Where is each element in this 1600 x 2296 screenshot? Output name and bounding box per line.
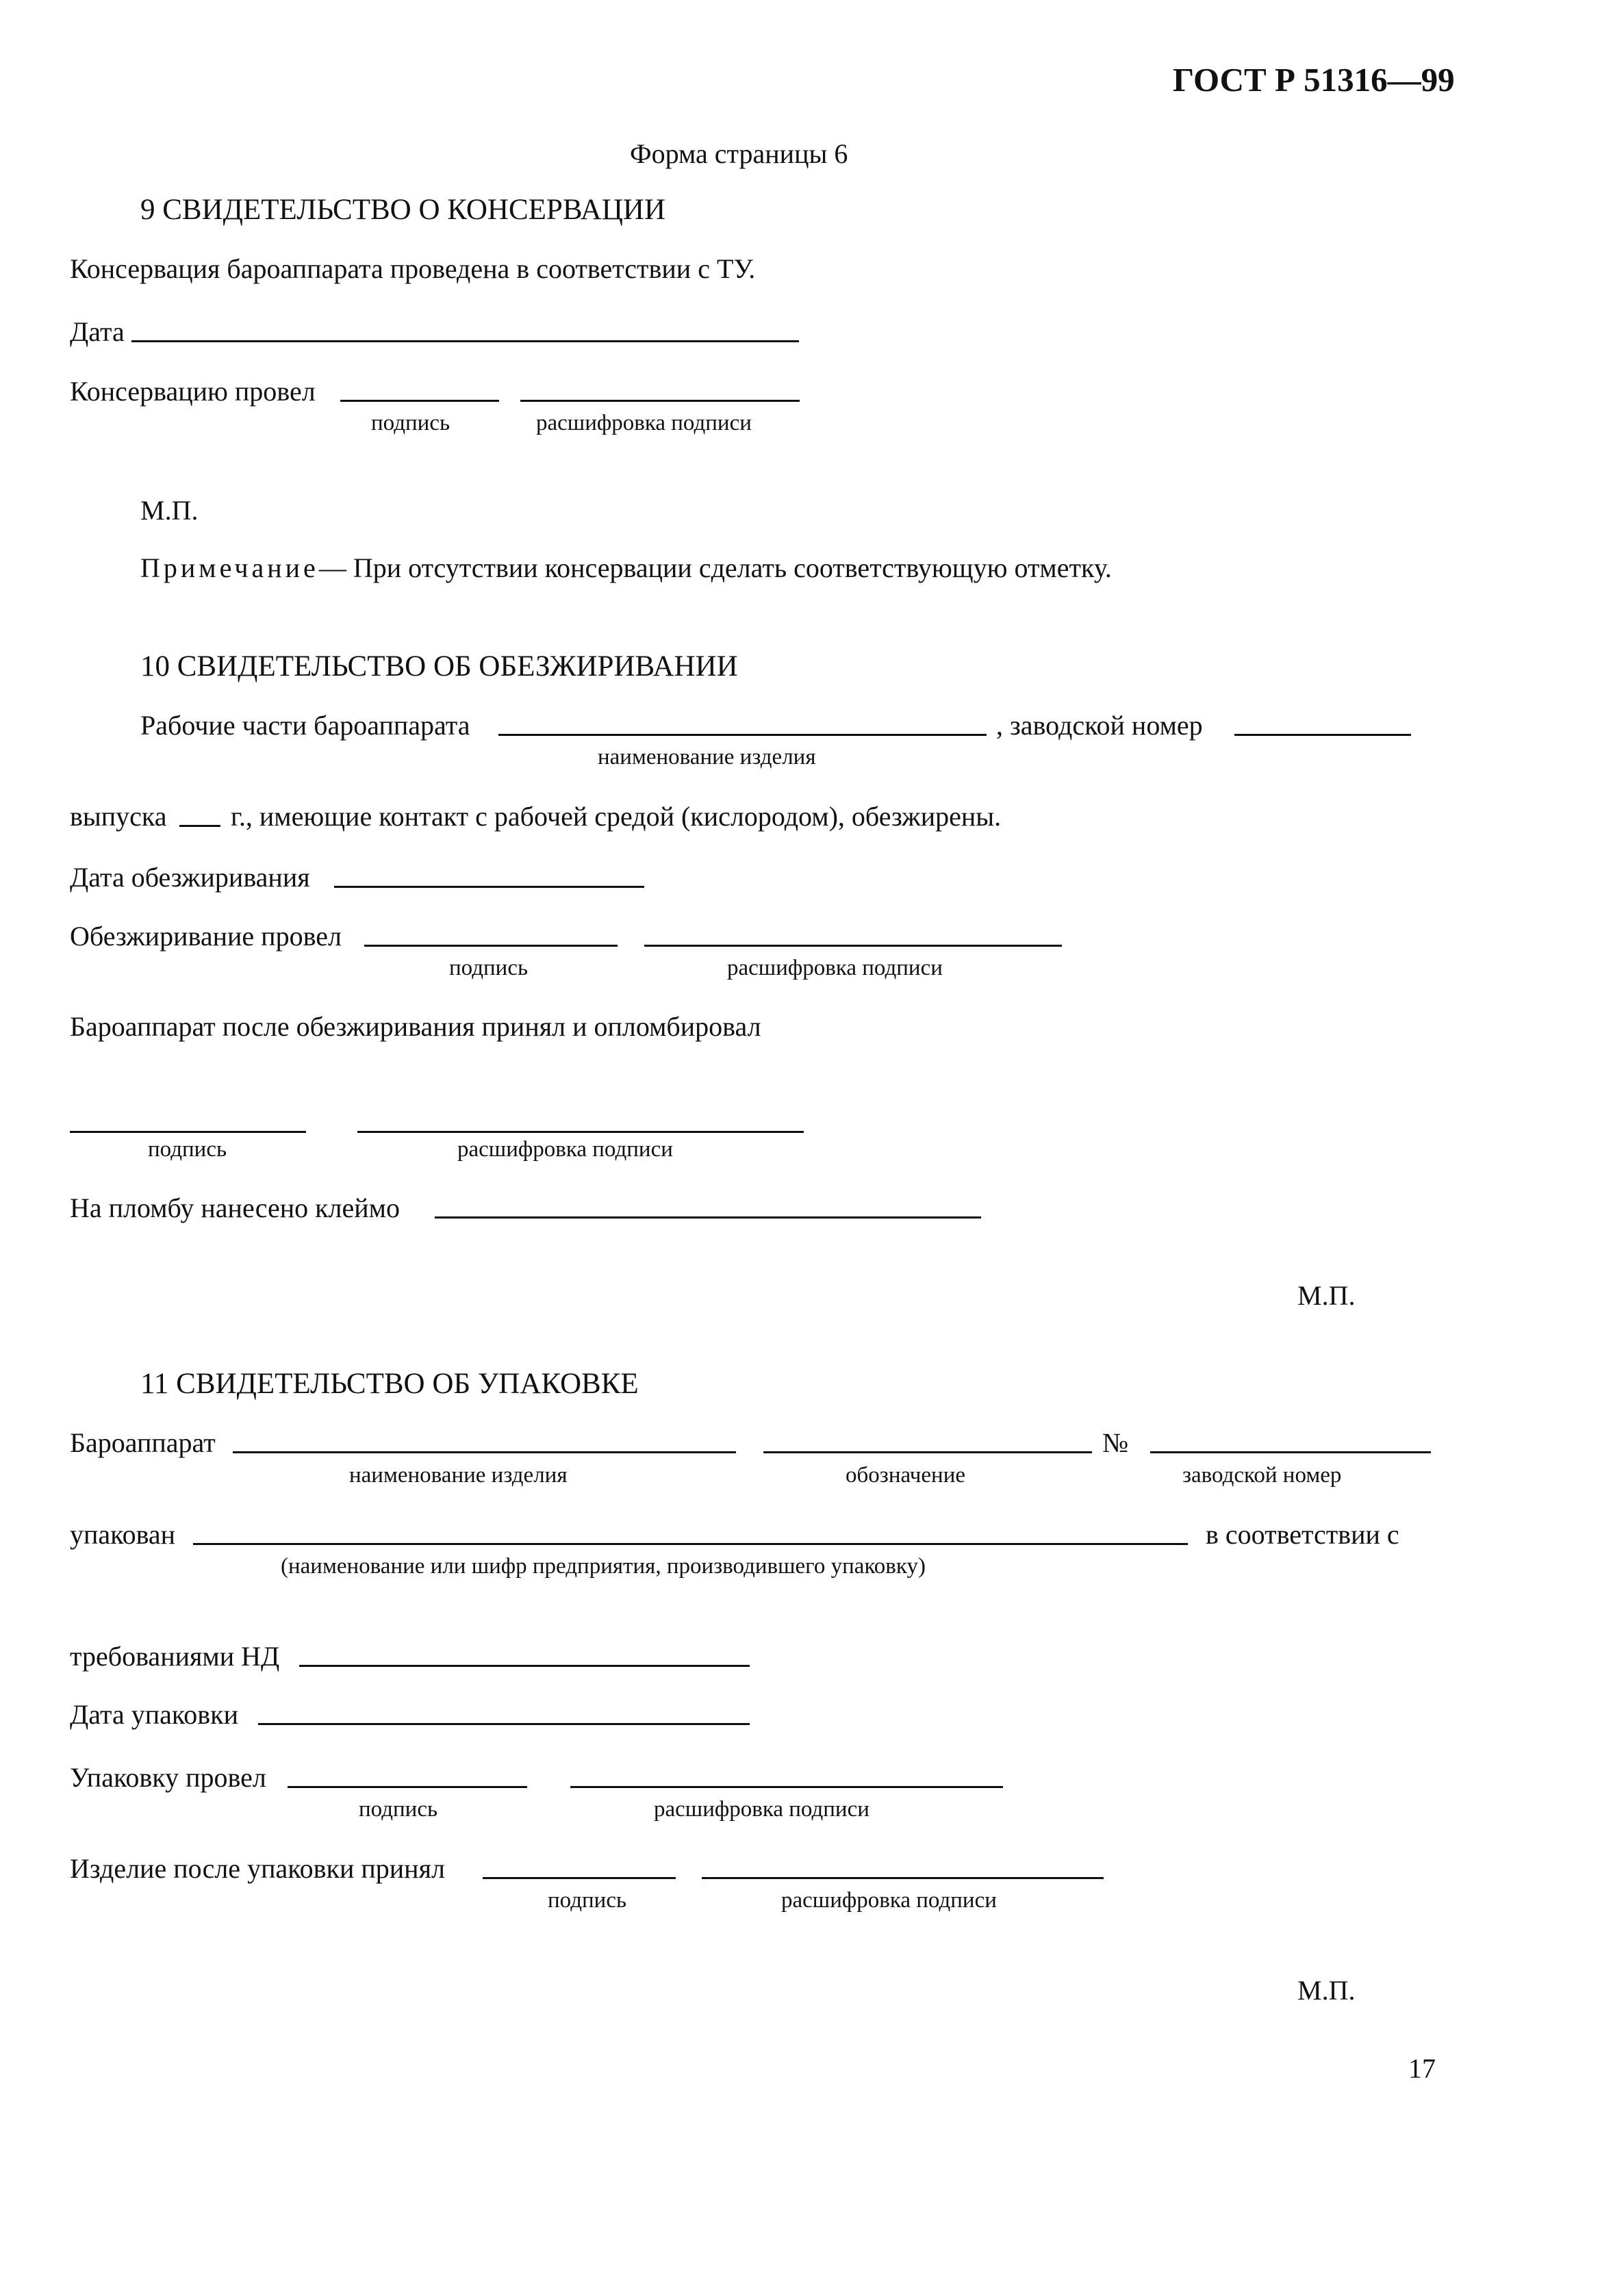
seal-mark-field-line[interactable] <box>435 1216 981 1219</box>
serial-number-field-line[interactable] <box>1150 1451 1431 1453</box>
seal-mark-label: На пломбу нанесено клеймо <box>70 1192 400 1223</box>
signature-field-line[interactable] <box>483 1877 676 1879</box>
note-word: Примечание <box>140 552 319 583</box>
signature-decoding-field-line[interactable] <box>702 1877 1104 1879</box>
product-accepted-label: Изделие после упаковки принял <box>70 1853 445 1884</box>
stamp-mark: М.П. <box>1297 1280 1356 1311</box>
date-label: Дата <box>70 316 125 347</box>
signature-decoding-caption: расшифровка подписи <box>536 411 752 435</box>
working-parts-label: Рабочие части бароаппарата <box>140 710 470 741</box>
product-name-caption: наименование изделия <box>598 745 816 769</box>
according-label: в соответствии с <box>1206 1519 1399 1550</box>
release-year-prefix: выпуска <box>70 801 167 832</box>
product-name-field-line[interactable] <box>498 734 987 736</box>
signature-decoding-caption: расшифровка подписи <box>727 956 943 980</box>
stamp-mark: М.П. <box>1297 1975 1356 2006</box>
signature-decoding-caption: расшифровка подписи <box>457 1137 673 1162</box>
conservation-statement: Консервация бароаппарата проведена в соответствии с ТУ. <box>70 253 756 284</box>
signature-field-line[interactable] <box>70 1131 306 1133</box>
degrease-performed-label: Обезжиривание провел <box>70 921 342 952</box>
page-number: 17 <box>1408 2053 1436 2084</box>
date-field-line[interactable] <box>131 340 799 342</box>
signature-caption: подпись <box>449 956 529 980</box>
product-name-field-line[interactable] <box>233 1451 736 1453</box>
signature-decoding-field-line[interactable] <box>644 945 1062 947</box>
serial-number-label: , заводской номер <box>996 710 1203 741</box>
pack-date-label: Дата упаковки <box>70 1699 239 1730</box>
signature-caption: подпись <box>359 1797 438 1822</box>
enterprise-field-line[interactable] <box>193 1543 1188 1545</box>
degrease-date-field-line[interactable] <box>334 886 644 888</box>
pack-date-field-line[interactable] <box>258 1723 750 1725</box>
release-year-field-line[interactable] <box>179 825 220 827</box>
designation-field-line[interactable] <box>763 1451 1092 1453</box>
packed-label: упакован <box>70 1519 176 1550</box>
conservation-performed-label: Консервацию провел <box>70 376 316 407</box>
signature-decoding-caption: расшифровка подписи <box>654 1797 869 1822</box>
note-text: — При отсутствии консервации сделать соответствующую отметку. <box>318 552 1112 583</box>
stamp-mark: М.П. <box>140 495 199 526</box>
signature-decoding-field-line[interactable] <box>570 1786 1003 1788</box>
signature-field-line[interactable] <box>364 945 618 947</box>
signature-caption: подпись <box>371 411 450 435</box>
apparatus-label: Бароаппарат <box>70 1427 216 1458</box>
note <box>140 554 1112 582</box>
form-title: Форма страницы 6 <box>630 138 848 169</box>
degrease-date-label: Дата обезжиривания <box>70 862 310 893</box>
packing-performed-label: Упаковку провел <box>70 1762 266 1793</box>
signature-decoding-field-line[interactable] <box>520 400 800 402</box>
standard-number: ГОСТ Р 51316—99 <box>1173 61 1455 99</box>
signature-field-line[interactable] <box>340 400 499 402</box>
signature-decoding-caption: расшифровка подписи <box>781 1888 997 1913</box>
section-11-heading: 11 СВИДЕТЕЛЬСТВО ОБ УПАКОВКЕ <box>140 1368 639 1400</box>
signature-decoding-field-line[interactable] <box>357 1131 804 1133</box>
requirements-label: требованиями НД <box>70 1641 280 1672</box>
signature-caption: подпись <box>148 1137 227 1162</box>
section-9-heading: 9 СВИДЕТЕЛЬСТВО О КОНСЕРВАЦИИ <box>140 194 666 226</box>
serial-number-field-line[interactable] <box>1234 734 1411 736</box>
number-sign: № <box>1102 1427 1129 1458</box>
enterprise-caption: (наименование или шифр предприятия, производившего упаковку) <box>281 1554 926 1579</box>
degrease-accepted-label: Бароаппарат после обезжиривания принял и опломбировал <box>70 1011 761 1042</box>
product-name-caption: наименование изделия <box>349 1463 568 1488</box>
section-10-heading: 10 СВИДЕТЕЛЬСТВО ОБ ОБЕЗЖИРИВАНИИ <box>140 650 738 683</box>
requirements-field-line[interactable] <box>299 1665 750 1667</box>
signature-field-line[interactable] <box>288 1786 527 1788</box>
designation-caption: обозначение <box>846 1463 966 1488</box>
signature-caption: подпись <box>548 1888 627 1913</box>
serial-number-caption: заводской номер <box>1182 1463 1342 1488</box>
release-year-suffix: г., имеющие контакт с рабочей средой (кислородом), обезжирены. <box>231 801 1002 832</box>
